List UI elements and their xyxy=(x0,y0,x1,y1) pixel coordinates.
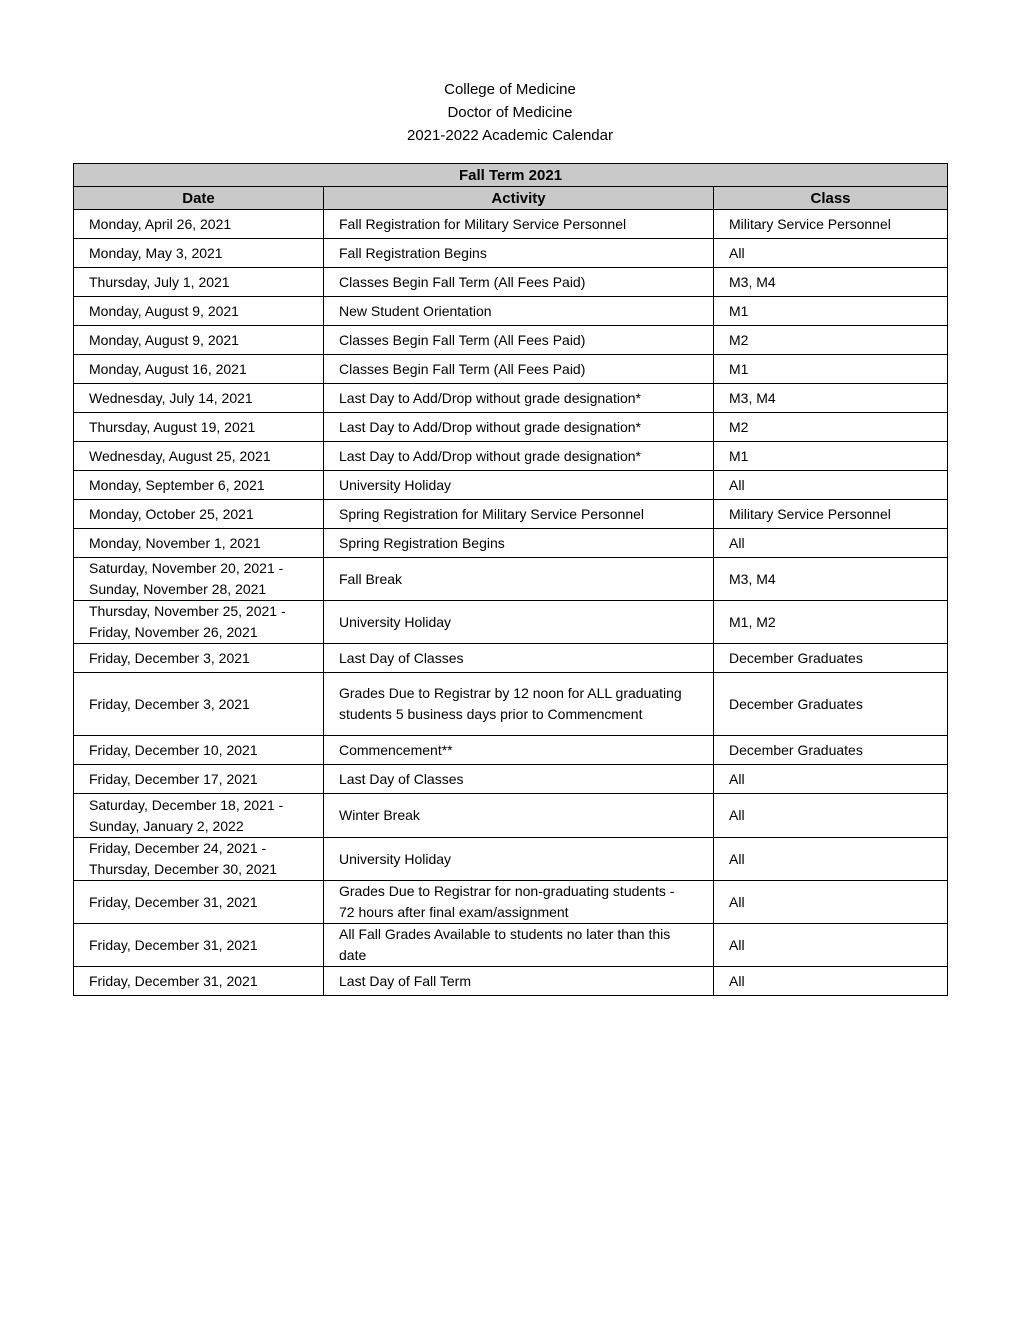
activity-cell xyxy=(324,471,714,500)
class-cell: All xyxy=(714,967,948,996)
date-cell-line: Sunday, November 28, 2021 xyxy=(89,581,267,597)
activity-cell xyxy=(324,924,714,967)
activity-cell xyxy=(324,558,714,601)
date-cell-line: Monday, August 9, 2021 xyxy=(89,302,239,319)
activity-cell-line: University Holiday xyxy=(339,850,452,867)
table-row xyxy=(74,355,948,384)
date-cell-line: Saturday, December 18, 2021 - xyxy=(89,796,284,813)
heading-program: Doctor of Medicine xyxy=(447,104,573,121)
date-cell-line: Friday, December 31, 2021 xyxy=(89,972,258,989)
class-cell: M3, M4 xyxy=(714,268,948,297)
table-row xyxy=(74,326,948,355)
activity-cell-line: Fall Registration Begins xyxy=(339,244,487,261)
table-row xyxy=(74,558,948,601)
activity-cell xyxy=(324,736,714,765)
date-cell-line: Friday, December 31, 2021 xyxy=(89,936,258,953)
activity-cell-line: Spring Registration Begins xyxy=(339,534,505,551)
date-cell-line: Monday, September 6, 2021 xyxy=(89,476,265,493)
date-cell-line: Friday, December 3, 2021 xyxy=(89,695,250,712)
date-cell xyxy=(74,442,324,471)
activity-cell xyxy=(324,384,714,413)
class-cell: M2 xyxy=(714,326,948,355)
heading-college: College of Medicine xyxy=(444,81,576,98)
date-cell-line: Thursday, August 19, 2021 xyxy=(89,418,256,435)
table-row xyxy=(74,500,948,529)
activity-cell xyxy=(324,442,714,471)
term-title: Fall Term 2021 xyxy=(74,164,948,187)
class-cell: December Graduates xyxy=(714,644,948,673)
table-row xyxy=(74,442,948,471)
activity-cell-line: 72 hours after final exam/assignment xyxy=(339,904,569,920)
activity-cell xyxy=(324,967,714,996)
table-row xyxy=(74,210,948,239)
term-title-row xyxy=(74,164,948,187)
activity-cell-line: Last Day of Classes xyxy=(339,770,464,787)
date-cell xyxy=(74,924,324,967)
class-cell: M1 xyxy=(714,355,948,384)
activity-cell xyxy=(324,794,714,838)
date-cell xyxy=(74,967,324,996)
class-cell: All xyxy=(714,924,948,967)
date-cell xyxy=(74,765,324,794)
table-row xyxy=(74,601,948,644)
table-row xyxy=(74,471,948,500)
class-cell: M1, M2 xyxy=(714,601,948,644)
activity-cell xyxy=(324,500,714,529)
date-cell-line: Friday, December 10, 2021 xyxy=(89,741,258,758)
activity-cell xyxy=(324,268,714,297)
activity-cell-line: All Fall Grades Available to students no later than this xyxy=(339,926,671,942)
date-cell-line: Friday, November 26, 2021 xyxy=(89,624,258,640)
activity-cell xyxy=(324,529,714,558)
table-row xyxy=(74,765,948,794)
table-row xyxy=(74,673,948,736)
date-cell-line: Friday, December 17, 2021 xyxy=(89,770,258,787)
class-cell: December Graduates xyxy=(714,673,948,736)
activity-cell xyxy=(324,601,714,644)
date-cell xyxy=(74,529,324,558)
class-cell: Military Service Personnel xyxy=(714,210,948,239)
class-cell: December Graduates xyxy=(714,736,948,765)
activity-cell-line: Classes Begin Fall Term (All Fees Paid) xyxy=(339,331,586,348)
table-row xyxy=(74,794,948,838)
class-cell: M3, M4 xyxy=(714,384,948,413)
date-cell-line: Thursday, November 25, 2021 - xyxy=(89,603,286,619)
activity-cell-line: Last Day to Add/Drop without grade designation* xyxy=(339,447,641,464)
table-row xyxy=(74,413,948,442)
document-heading xyxy=(0,78,1020,147)
date-cell-line: Sunday, January 2, 2022 xyxy=(89,817,244,834)
activity-cell-line: Last Day to Add/Drop without grade designation* xyxy=(339,389,641,406)
date-cell-line: Wednesday, July 14, 2021 xyxy=(89,389,253,406)
date-cell-line: Friday, December 31, 2021 xyxy=(89,893,258,910)
class-cell: All xyxy=(714,838,948,881)
activity-cell xyxy=(324,838,714,881)
activity-cell xyxy=(324,326,714,355)
date-cell xyxy=(74,297,324,326)
activity-cell-line: students 5 business days prior to Commencment xyxy=(339,706,643,722)
column-header-date: Date xyxy=(74,187,324,210)
date-cell xyxy=(74,558,324,601)
date-cell xyxy=(74,239,324,268)
calendar-rows xyxy=(74,210,948,996)
activity-cell-line: Commencement** xyxy=(339,741,453,758)
date-cell xyxy=(74,794,324,838)
table-row xyxy=(74,297,948,326)
class-cell: M1 xyxy=(714,297,948,326)
date-cell-line: Thursday, July 1, 2021 xyxy=(89,273,230,290)
date-cell xyxy=(74,673,324,736)
activity-cell-line: Winter Break xyxy=(339,807,420,823)
table-row xyxy=(74,644,948,673)
date-cell-line: Monday, October 25, 2021 xyxy=(89,505,254,522)
activity-cell-line: University Holiday xyxy=(339,476,452,493)
academic-calendar-table xyxy=(73,163,948,996)
class-cell: All xyxy=(714,471,948,500)
date-cell-line: Saturday, November 20, 2021 - xyxy=(89,560,284,576)
table-row xyxy=(74,268,948,297)
activity-cell xyxy=(324,881,714,924)
class-cell: All xyxy=(714,765,948,794)
date-cell xyxy=(74,644,324,673)
date-cell-line: Friday, December 24, 2021 - xyxy=(89,840,267,856)
date-cell xyxy=(74,601,324,644)
activity-cell xyxy=(324,355,714,384)
date-cell xyxy=(74,326,324,355)
date-cell xyxy=(74,838,324,881)
activity-cell xyxy=(324,413,714,442)
class-cell: M3, M4 xyxy=(714,558,948,601)
activity-cell-line: Last Day to Add/Drop without grade designation* xyxy=(339,418,641,435)
activity-cell-line: Grades Due to Registrar by 12 noon for ALL graduating xyxy=(339,685,682,701)
date-cell xyxy=(74,500,324,529)
activity-cell-line: Classes Begin Fall Term (All Fees Paid) xyxy=(339,273,586,290)
table-row xyxy=(74,924,948,967)
date-cell xyxy=(74,384,324,413)
column-header-activity: Activity xyxy=(324,187,714,210)
column-header-class: Class xyxy=(714,187,948,210)
activity-cell-line: Fall Registration for Military Service Personnel xyxy=(339,215,627,232)
activity-cell-line: Spring Registration for Military Service Personnel xyxy=(339,505,645,522)
date-cell xyxy=(74,413,324,442)
date-cell-line: Monday, November 1, 2021 xyxy=(89,534,261,551)
class-cell: All xyxy=(714,794,948,838)
activity-cell-line: Classes Begin Fall Term (All Fees Paid) xyxy=(339,360,586,377)
date-cell xyxy=(74,355,324,384)
activity-cell-line: Grades Due to Registrar for non-graduating students - xyxy=(339,883,675,899)
activity-cell-line: Last Day of Classes xyxy=(339,649,464,666)
date-cell-line: Monday, August 16, 2021 xyxy=(89,360,247,377)
activity-cell-line: Fall Break xyxy=(339,570,403,587)
activity-cell xyxy=(324,239,714,268)
date-cell xyxy=(74,881,324,924)
date-cell xyxy=(74,268,324,297)
date-cell-line: Thursday, December 30, 2021 xyxy=(89,861,278,877)
date-cell-line: Wednesday, August 25, 2021 xyxy=(89,447,271,464)
table-row xyxy=(74,967,948,996)
table-row xyxy=(74,736,948,765)
class-cell: All xyxy=(714,239,948,268)
date-cell-line: Monday, August 9, 2021 xyxy=(89,331,239,348)
activity-cell xyxy=(324,644,714,673)
table-row xyxy=(74,881,948,924)
class-cell: M2 xyxy=(714,413,948,442)
table-row xyxy=(74,239,948,268)
class-cell: M1 xyxy=(714,442,948,471)
activity-cell-line: University Holiday xyxy=(339,613,452,630)
activity-cell-line: New Student Orientation xyxy=(339,302,492,319)
activity-cell xyxy=(324,210,714,239)
date-cell-line: Monday, April 26, 2021 xyxy=(89,215,232,232)
date-cell xyxy=(74,210,324,239)
column-header-row xyxy=(74,187,948,210)
heading-calendar-title: 2021-2022 Academic Calendar xyxy=(407,127,613,144)
activity-cell-line: date xyxy=(339,947,367,963)
class-cell: All xyxy=(714,529,948,558)
date-cell-line: Monday, May 3, 2021 xyxy=(89,244,223,261)
class-cell: All xyxy=(714,881,948,924)
table-row xyxy=(74,384,948,413)
date-cell xyxy=(74,736,324,765)
activity-cell xyxy=(324,765,714,794)
activity-cell-line: Last Day of Fall Term xyxy=(339,972,472,989)
date-cell xyxy=(74,471,324,500)
date-cell-line: Friday, December 3, 2021 xyxy=(89,649,250,666)
table-row xyxy=(74,838,948,881)
table-row xyxy=(74,529,948,558)
activity-cell xyxy=(324,673,714,736)
class-cell: Military Service Personnel xyxy=(714,500,948,529)
activity-cell xyxy=(324,297,714,326)
